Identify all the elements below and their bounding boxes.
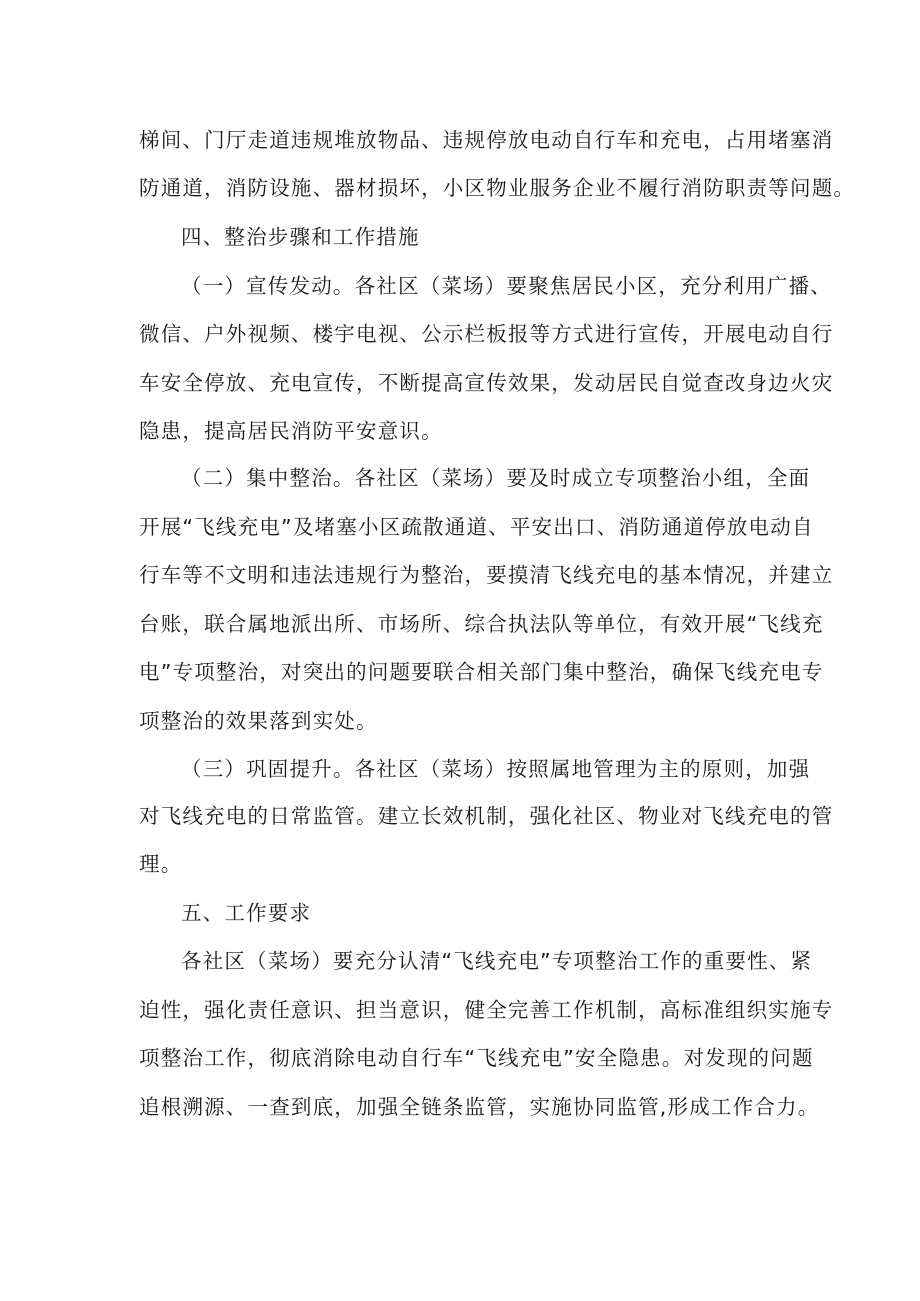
section-heading-4: 四、整治步骤和工作措施 — [181, 225, 420, 249]
body-text-line: 开展“飞线充电”及堵塞小区疏散通道、平安出口、消防通道停放电动自 — [139, 515, 814, 539]
subsection-2-line: （二）集中整治。各社区（菜场）要及时成立专项整治小组，全面 — [181, 466, 811, 490]
body-text-line: 防通道，消防设施、器材损坏，小区物业服务企业不履行消防职责等问题。 — [139, 176, 856, 200]
body-text-line: 迫性，强化责任意识、担当意识，健全完善工作机制，高标准组织实施专 — [139, 998, 834, 1022]
body-text-line: 车安全停放、充电宣传，不断提高宣传效果，发动居民自觉查改身边火灾 — [139, 371, 834, 395]
body-text-line: 行车等不文明和违法违规行为整治，要摸清飞线充电的基本情况，并建立 — [139, 563, 834, 587]
body-text-line: 台账，联合属地派出所、市场所、综合执法队等单位，有效开展“飞线充 — [139, 612, 824, 636]
body-text-line: 隐患，提高居民消防平安意识。 — [139, 419, 443, 443]
body-text-line: 项整治工作，彻底消除电动自行车“飞线充电”安全隐患。对发现的问题 — [139, 1046, 814, 1070]
body-text-line: 追根溯源、一查到底，加强全链条监管，实施协同监管,形成工作合力。 — [139, 1095, 820, 1119]
subsection-3-line: （三）巩固提升。各社区（菜场）按照属地管理为主的原则，加强 — [181, 757, 811, 781]
body-text-line: 微信、户外视频、楼宇电视、公示栏板报等方式进行宣传，开展电动自行 — [139, 322, 834, 346]
body-text-line: 理。 — [139, 852, 183, 876]
body-text-line: 电”专项整治，对突出的问题要联合相关部门集中整治，确保飞线充电专 — [139, 660, 824, 684]
body-text-line: 梯间、门厅走道违规堆放物品、违规停放电动自行车和充电，占用堵塞消 — [139, 128, 834, 152]
body-text-line: 各社区（菜场）要充分认清“飞线充电”专项整治工作的重要性、紧 — [181, 949, 813, 973]
subsection-1-line: （一）宣传发动。各社区（菜场）要聚焦居民小区，充分利用广播、 — [181, 274, 832, 298]
body-text-line: 项整治的效果落到实处。 — [139, 709, 378, 733]
section-heading-5: 五、工作要求 — [181, 901, 312, 925]
body-text-line: 对飞线充电的日常监管。建立长效机制，强化社区、物业对飞线充电的管 — [139, 804, 834, 828]
